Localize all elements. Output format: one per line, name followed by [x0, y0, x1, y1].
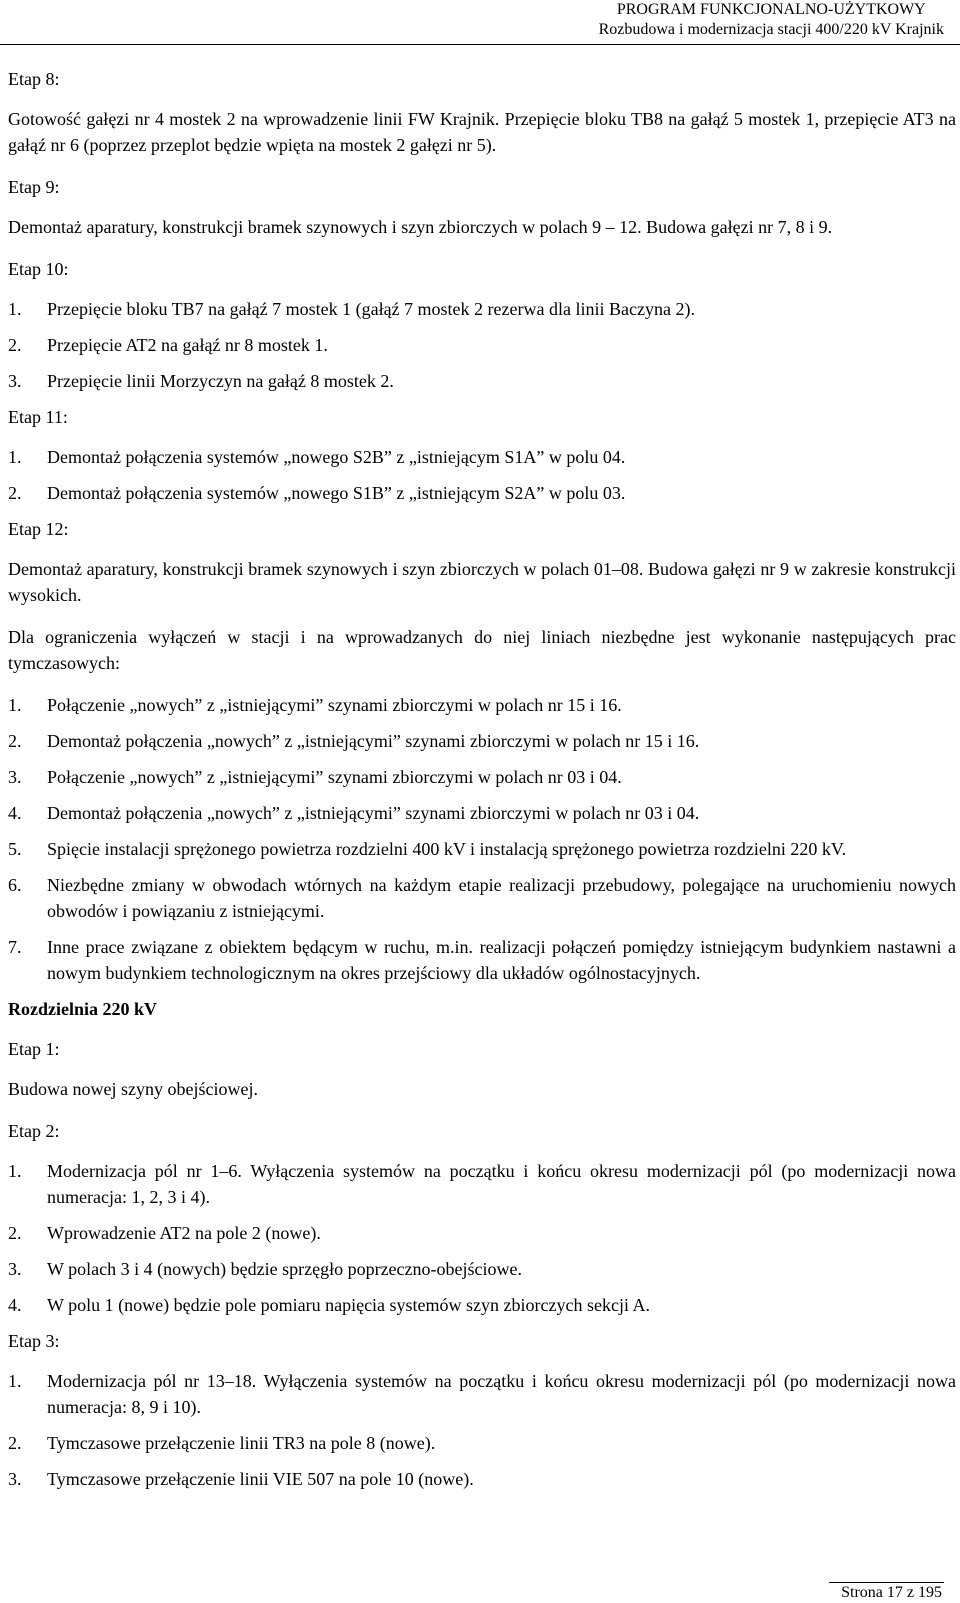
list-item: 4. W polu 1 (nowe) będzie pole pomiaru napięcia systemów szyn zbiorczych sekcji A.	[8, 1295, 650, 1315]
page-number: Strona 17 z 195	[829, 1582, 944, 1602]
section-heading-220kv: Rozdzielnia 220 kV	[8, 999, 158, 1019]
list-item: 5. Spięcie instalacji sprężonego powietrza rozdzielni 400 kV i instalacją sprężonego powietrza rozdzielni 220 kV.	[8, 839, 847, 859]
etap11-label: Etap 11:	[8, 407, 68, 427]
list-item: 2. Demontaż połączenia systemów „nowego S1B” z „istniejącym S2A” w polu 03.	[8, 483, 626, 503]
etap12-label: Etap 12:	[8, 519, 69, 539]
list-item: 7. Inne prace związane z obiektem będącym w ruchu, m.in. realizacji połączeń pomiędzy istniejącym budynkiem nastawni a nowym budynkiem technologicznym na okres przejściowy dla układów ogólnostacyjnych.	[8, 937, 956, 983]
list-item: 6. Niezbędne zmiany w obwodach wtórnych na każdym etapie realizacji przebudowy, polegające na uruchomieniu nowych obwodów i powiązaniu z istniejącymi.	[8, 875, 956, 921]
etap8-text: Gotowość gałęzi nr 4 mostek 2 na wprowadzenie linii FW Krajnik. Przepięcie bloku TB8 na gałąź 5 mostek 1, przepięcie AT3 na gałąź nr 6 (poprzez przeplot będzie wpięta na mostek 2 gałęzi nr 5).	[8, 109, 956, 155]
list-item: 2. Demontaż połączenia „nowych” z „istniejącymi” szynami zbiorczymi w polach nr 15 i 16.	[8, 731, 700, 751]
list-item: 1. Połączenie „nowych” z „istniejącymi” szynami zbiorczymi w polach nr 15 i 16.	[8, 695, 622, 715]
r-etap3-list	[8, 1368, 956, 1492]
r-etap2-label: Etap 2:	[8, 1121, 60, 1141]
list-item: 3. Tymczasowe przełączenie linii VIE 507 na pole 10 (nowe).	[8, 1469, 474, 1489]
header-rule	[0, 44, 960, 45]
list-item: 2. Wprowadzenie AT2 na pole 2 (nowe).	[8, 1223, 321, 1243]
list-item: 2. Tymczasowe przełączenie linii TR3 na pole 8 (nowe).	[8, 1433, 436, 1453]
list-item: 1. Modernizacja pól nr 1–6. Wyłączenia systemów na początku i końcu okresu modernizacji pól (po modernizacji nowa numeracja: 1, 2, 3 i 4).	[8, 1161, 956, 1207]
r-etap1-label: Etap 1:	[8, 1039, 60, 1059]
etap10-list	[8, 296, 956, 394]
r-etap3-label: Etap 3:	[8, 1331, 60, 1351]
r-etap2-list	[8, 1158, 956, 1318]
etap8-label: Etap 8:	[8, 69, 60, 89]
header-project-title: Rozbudowa i modernizacja stacji 400/220 kV Krajnik	[598, 21, 944, 38]
list-item: 1. Demontaż połączenia systemów „nowego S2B” z „istniejącym S1A” w polu 04.	[8, 447, 626, 467]
etap9-text: Demontaż aparatury, konstrukcji bramek szynowych i szyn zbiorczych w polach 9 – 12. Budowa gałęzi nr 7, 8 i 9.	[8, 217, 833, 237]
header-program-title: PROGRAM FUNKCJONALNO-UŻYTKOWY	[616, 1, 926, 18]
document-body	[8, 66, 956, 1502]
list-item: 3. Przepięcie linii Morzyczyn na gałąź 8 mostek 2.	[8, 371, 394, 391]
list-item: 3. W polach 3 i 4 (nowych) będzie sprzęgło poprzeczno-obejściowe.	[8, 1259, 522, 1279]
page-header	[599, 0, 944, 40]
r-etap1-text: Budowa nowej szyny obejściowej.	[8, 1079, 258, 1099]
temp-works-intro: Dla ograniczenia wyłączeń w stacji i na wprowadzanych do niej liniach niezbędne jest wykonanie następujących prac tymczasowych:	[8, 627, 956, 673]
list-item: 2. Przepięcie AT2 na gałąź nr 8 mostek 1.	[8, 335, 328, 355]
list-item: 1. Modernizacja pól nr 13–18. Wyłączenia systemów na początku i końcu okresu modernizacji pól (po modernizacji nowa numeracja: 8, 9 i 10).	[8, 1371, 956, 1417]
etap11-list	[8, 444, 956, 506]
list-item: 3. Połączenie „nowych” z „istniejącymi” szynami zbiorczymi w polach nr 03 i 04.	[8, 767, 622, 787]
list-item: 1. Przepięcie bloku TB7 na gałąź 7 mostek 1 (gałąź 7 mostek 2 rezerwa dla linii Baczyna 2).	[8, 299, 695, 319]
etap12-text: Demontaż aparatury, konstrukcji bramek szynowych i szyn zbiorczych w polach 01–08. Budowa gałęzi nr 9 w zakresie konstrukcji wysokich.	[8, 559, 956, 605]
temp-works-list	[8, 692, 956, 986]
list-item: 4. Demontaż połączenia „nowych” z „istniejącymi” szynami zbiorczymi w polach nr 03 i 04.	[8, 803, 700, 823]
etap9-label: Etap 9:	[8, 177, 60, 197]
etap10-label: Etap 10:	[8, 259, 69, 279]
